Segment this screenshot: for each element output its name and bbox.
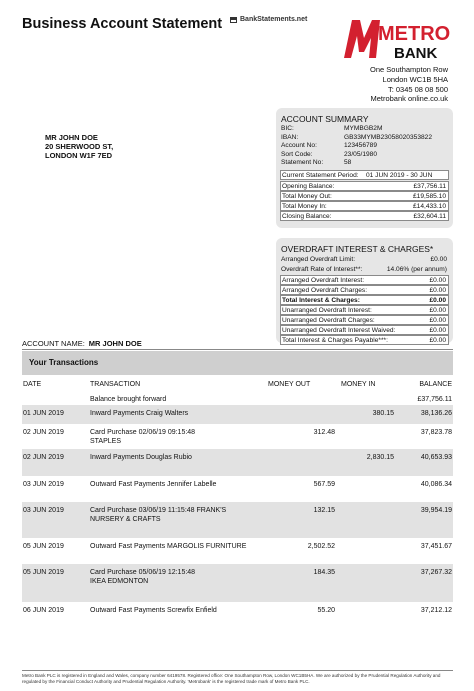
summary-label: Sort Code: <box>281 150 313 158</box>
tx-date: 01 JUN 2019 <box>23 410 64 417</box>
period-label: Current Statement Period: <box>282 172 359 179</box>
bank-address <box>370 65 448 104</box>
statement-period-row <box>280 170 449 180</box>
summary-value: 123456789 <box>344 142 378 150</box>
tx-description <box>90 568 195 586</box>
tx-description <box>90 480 216 489</box>
tx-description-line: NURSERY & CRAFTS <box>90 516 161 523</box>
transactions-title: Your Transactions <box>29 358 99 367</box>
tx-balance: 40,086.34 <box>420 481 452 488</box>
tx-money-out: 55.20 <box>317 607 335 614</box>
summary-label: Account No: <box>281 142 317 150</box>
table-row <box>22 391 453 405</box>
table-row <box>22 449 453 476</box>
overdraft-row <box>280 315 449 325</box>
tx-description-line: Outward Fast Payments Screwfix Enfield <box>90 607 217 614</box>
tx-description-line: Card Purchase 05/06/19 12:15:48 <box>90 569 196 576</box>
tx-money-out: 184.35 <box>313 569 335 576</box>
col-date: DATE <box>23 381 42 388</box>
overdraft-value: £0.00 <box>429 317 446 324</box>
tx-balance: £37,756.11 <box>417 396 452 403</box>
overdraft-label: Total Interest & Charges: <box>282 297 360 304</box>
tx-date: 02 JUN 2019 <box>23 429 64 436</box>
tx-date: 06 JUN 2019 <box>23 607 64 614</box>
tx-description <box>90 506 226 524</box>
tx-balance: 37,212.12 <box>420 607 452 614</box>
tx-description-line: Outward Fast Payments Jennifer Labelle <box>90 481 217 488</box>
tx-description <box>90 428 195 446</box>
tx-description-line: Outward Fast Payments MARGOLIS FURNITURE <box>90 543 247 550</box>
tx-description <box>90 453 192 462</box>
overdraft-row <box>280 325 449 335</box>
summary-value: GB33MYMB23058020353822 <box>344 133 432 141</box>
tx-balance: 37,823.78 <box>420 429 452 436</box>
total-label: Total Money Out: <box>282 193 332 200</box>
col-transaction: TRANSACTION <box>90 381 141 388</box>
overdraft-row <box>280 265 449 275</box>
overdraft-label: Unarranged Overdraft Charges: <box>282 317 375 324</box>
summary-total-row <box>280 191 449 201</box>
summary-total-row <box>280 201 449 211</box>
logo-bottom-text: BANK <box>394 45 438 62</box>
table-row <box>22 502 453 538</box>
overdraft-value: £0.00 <box>429 297 446 304</box>
overdraft-label: Arranged Overdraft Charges: <box>282 287 368 294</box>
tx-description-line: Inward Payments Craig Walters <box>90 410 189 417</box>
table-row <box>22 405 453 424</box>
table-row <box>22 564 453 602</box>
tx-balance: 37,267.32 <box>420 569 452 576</box>
tx-description <box>90 409 188 418</box>
tx-date: 05 JUN 2019 <box>23 543 64 550</box>
table-row <box>22 476 453 502</box>
summary-label: BIC: <box>281 125 294 132</box>
transactions-header <box>22 351 453 375</box>
table-row <box>22 424 453 449</box>
total-label: Closing Balance: <box>282 213 332 220</box>
tx-balance: 38,136.26 <box>420 410 452 417</box>
customer-address-line: 20 SHERWOOD ST, <box>45 142 114 151</box>
table-row <box>22 602 453 628</box>
account-name <box>22 339 142 348</box>
summary-detail-row <box>280 142 449 151</box>
overdraft-label: Overdraft Rate of Interest**: <box>281 266 363 273</box>
tx-description <box>90 395 166 404</box>
tx-money-out: 312.48 <box>313 429 335 436</box>
overdraft-label: Arranged Overdraft Limit: <box>281 256 356 263</box>
overdraft-label: Arranged Overdraft Interest: <box>282 277 365 284</box>
total-label: Opening Balance: <box>282 183 335 190</box>
metro-bank-logo <box>342 14 452 62</box>
customer-address-line: MR JOHN DOE <box>45 133 98 142</box>
logo-top-text: METRO <box>378 23 451 45</box>
tx-description <box>90 542 246 551</box>
overdraft-row <box>280 295 449 305</box>
summary-total-row <box>280 181 449 191</box>
summary-label: IBAN: <box>281 133 299 141</box>
tx-description-line: Balance brought forward <box>90 396 167 403</box>
tx-date: 03 JUN 2019 <box>23 481 64 488</box>
col-money-in: MONEY IN <box>341 381 376 388</box>
total-value: £32,604.11 <box>413 213 446 220</box>
tx-date: 02 JUN 2019 <box>23 454 64 461</box>
tx-description-line: Card Purchase 02/06/19 09:15:48 <box>90 429 196 436</box>
tx-description-line: IKEA EDMONTON <box>90 578 149 585</box>
watermark-text: BankStatements.net <box>240 16 308 23</box>
summary-detail-row <box>280 134 449 143</box>
overdraft-value: £0.00 <box>429 307 446 314</box>
account-name-value: MR JOHN DOE <box>88 339 142 348</box>
page-title: Business Account Statement <box>22 16 223 32</box>
overdraft-row <box>280 255 449 265</box>
account-summary-box <box>276 108 453 228</box>
overdraft-value: £0.00 <box>429 287 446 294</box>
tx-date: 03 JUN 2019 <box>23 507 64 514</box>
tx-description-line: STAPLES <box>90 438 121 445</box>
col-balance: BALANCE <box>419 381 452 388</box>
overdraft-row <box>280 335 449 345</box>
overdraft-value: £0.00 <box>430 256 447 263</box>
total-value: £19,585.10 <box>412 193 446 200</box>
summary-value: 23/05/1980 <box>344 150 378 158</box>
total-value: £14,433.10 <box>412 203 446 210</box>
tx-description-line: Card Purchase 03/06/19 11:15:48 FRANK'S <box>90 507 227 514</box>
overdraft-value: £0.00 <box>429 277 446 284</box>
tx-money-out: 567.59 <box>313 481 335 488</box>
bank-address-line: One Southampton Row <box>370 65 448 74</box>
summary-value: MYMBGB2M <box>344 125 383 132</box>
customer-address-line: LONDON W1F 7ED <box>45 151 113 160</box>
overdraft-row <box>280 285 449 295</box>
watermark <box>230 16 307 23</box>
overdraft-label: Unarranged Overdraft Interest: <box>282 307 372 314</box>
tx-balance: 39,954.19 <box>420 507 452 514</box>
overdraft-title: OVERDRAFT INTEREST & CHARGES* <box>281 244 434 254</box>
tx-balance: 37,451.67 <box>420 543 452 550</box>
tx-date: 05 JUN 2019 <box>23 569 64 576</box>
tx-money-in: 380.15 <box>372 410 394 417</box>
divider <box>22 349 453 350</box>
bank-address-line: London WC1B 5HA <box>382 74 448 84</box>
bank-icon <box>230 17 237 23</box>
tx-description-line: Inward Payments Douglas Rubio <box>90 454 192 461</box>
tx-money-in: 2,830.15 <box>366 454 394 461</box>
bank-address-line: T: 0345 08 08 500 <box>387 84 448 94</box>
overdraft-label: Unarranged Overdraft Interest Waived: <box>282 327 396 334</box>
overdraft-label: Total Interest & Charges Payable***: <box>282 337 388 344</box>
account-name-label: ACCOUNT NAME: <box>22 339 85 348</box>
overdraft-value: £0.00 <box>429 327 446 334</box>
customer-address <box>45 133 113 160</box>
overdraft-box <box>276 238 453 343</box>
col-money-out: MONEY OUT <box>268 381 311 388</box>
tx-money-out: 2,502.52 <box>307 543 335 550</box>
overdraft-value: £0.00 <box>429 337 446 344</box>
table-row <box>22 538 453 564</box>
summary-detail-row <box>280 159 449 168</box>
overdraft-row <box>280 305 449 315</box>
summary-value: 58 <box>344 159 352 167</box>
tx-description <box>90 606 217 615</box>
overdraft-row <box>280 275 449 285</box>
footer-text: Metro Bank PLC is registered in England and Wales, company number 6419578. Registered office: One Southampton Row, London WC1B5HA. We are authorized by the Prudential Regulation Authority and regulated by the Financial Conduct Authority and Prudential Regulation Authority. 'Metrobank' is the registered trade mark of Metro Bank PLC. <box>22 673 441 684</box>
summary-detail-row <box>280 151 449 160</box>
account-summary-title: ACCOUNT SUMMARY <box>281 114 369 124</box>
summary-total-row <box>280 211 449 221</box>
overdraft-value: 14.06% (per annum) <box>386 266 447 273</box>
summary-detail-row <box>280 125 449 134</box>
tx-money-out: 132.15 <box>313 507 335 514</box>
period-value: 01 JUN 2019 - 30 JUN <box>366 172 433 179</box>
tx-balance: 40,653.93 <box>420 454 452 461</box>
total-value: £37,756.11 <box>413 183 446 190</box>
total-label: Total Money In: <box>282 203 327 210</box>
bank-address-line: Metrobank online.co.uk <box>370 94 448 104</box>
summary-label: Statement No: <box>281 159 324 167</box>
footer-divider <box>22 670 453 671</box>
